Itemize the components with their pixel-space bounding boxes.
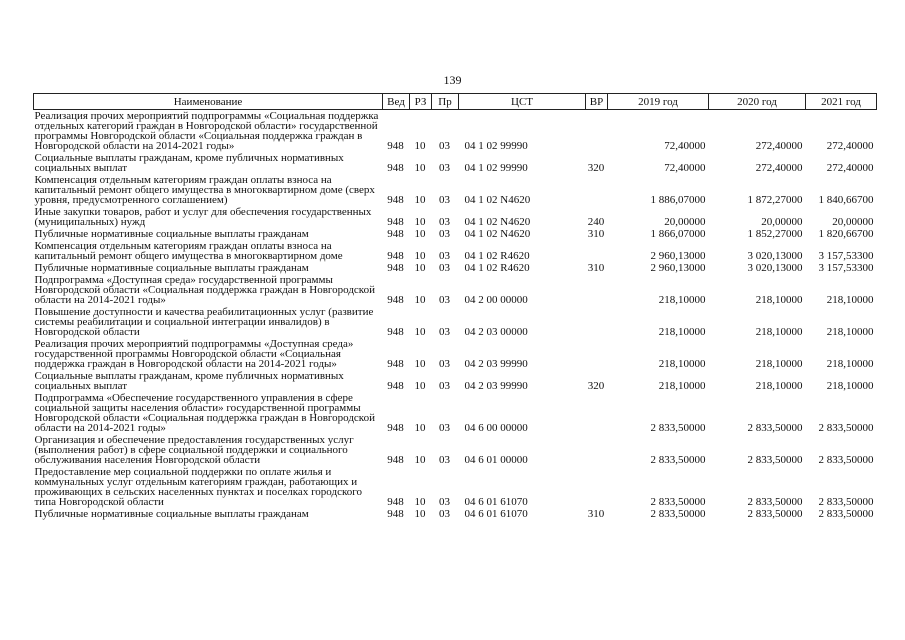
row-rz: 10 [414, 140, 426, 152]
row-vr [586, 274, 608, 306]
row-pr: 03 [439, 358, 450, 370]
table-row [34, 152, 877, 174]
row-2019: 1 886,07000 [650, 194, 706, 206]
row-ved: 948 [387, 294, 404, 306]
row-pr: 03 [439, 140, 450, 152]
row-cst: 04 2 00 00000 [464, 294, 528, 306]
row-rz: 10 [414, 358, 426, 370]
row-rz: 10 [414, 422, 426, 434]
row-2019: 2 960,13000 [650, 262, 706, 274]
row-2021: 218,10000 [826, 358, 874, 370]
row-2020: 218,10000 [755, 358, 803, 370]
row-ved: 948 [387, 422, 404, 434]
row-name: Повышение доступности и качества реабилитационных услуг (развитие системы реабилитации и социальной интеграции инвалидов) в Новгородской области [34, 306, 374, 338]
row-pr: 03 [439, 216, 450, 228]
row-rz: 10 [414, 508, 426, 520]
row-2020: 2 833,50000 [747, 496, 803, 508]
row-2021: 218,10000 [826, 380, 874, 392]
row-name: Иные закупки товаров, работ и услуг для обеспечения государственных (муниципальных) нужд [34, 206, 372, 228]
page-number: 139 [443, 73, 462, 87]
row-pr: 03 [439, 250, 450, 262]
row-vr [586, 466, 608, 508]
row-2020: 218,10000 [755, 326, 803, 338]
row-vr [586, 174, 608, 206]
row-2021: 3 157,53300 [818, 262, 874, 274]
row-2019: 72,40000 [664, 162, 706, 174]
row-name: Компенсация отдельным категориям граждан оплаты взноса на капитальный ремонт общего имущества в многоквартирном доме (сверх уровня, предусмотренного соглашением) [34, 174, 375, 206]
row-vr: 310 [587, 508, 605, 520]
row-rz: 10 [414, 380, 426, 392]
table-row [34, 274, 877, 306]
row-rz: 10 [414, 326, 426, 338]
row-pr: 03 [439, 496, 450, 508]
row-2019: 20,00000 [664, 216, 706, 228]
row-2019: 72,40000 [664, 140, 706, 152]
row-2019: 218,10000 [658, 294, 706, 306]
row-name: Публичные нормативные социальные выплаты гражданам [34, 228, 309, 240]
table-row [34, 262, 877, 274]
row-pr: 03 [439, 326, 450, 338]
row-2020: 20,00000 [761, 216, 803, 228]
row-name: Социальные выплаты гражданам, кроме публичных нормативных социальных выплат [34, 370, 344, 392]
row-rz: 10 [414, 162, 426, 174]
row-2021: 20,00000 [832, 216, 874, 228]
header-ved: Вед [383, 94, 410, 110]
row-2019: 218,10000 [658, 380, 706, 392]
row-2020: 272,40000 [755, 140, 803, 152]
row-ved: 948 [387, 262, 404, 274]
header-2019: 2019 год [608, 94, 709, 110]
row-2020: 3 020,13000 [747, 250, 803, 262]
header-2020: 2020 год [709, 94, 806, 110]
row-2021: 1 840,66700 [818, 194, 874, 206]
row-2019: 2 833,50000 [650, 422, 706, 434]
row-name: Публичные нормативные социальные выплаты гражданам [34, 508, 309, 520]
row-2020: 3 020,13000 [747, 262, 803, 274]
row-2020: 2 833,50000 [747, 422, 803, 434]
row-vr: 320 [587, 380, 605, 392]
header-pr: Пр [432, 94, 459, 110]
row-2021: 272,40000 [826, 140, 874, 152]
row-cst: 04 6 01 00000 [464, 454, 528, 466]
row-2019: 1 866,07000 [650, 228, 706, 240]
row-pr: 03 [439, 262, 450, 274]
table-body [34, 110, 877, 521]
row-rz: 10 [414, 228, 426, 240]
row-2021: 218,10000 [826, 326, 874, 338]
row-name: Реализация прочих мероприятий подпрограммы «Социальная поддержка отдельных категорий граждан в Новгородской области» государственной программы Новгородской области «Социальная поддержка граждан в Новгородской области на 2014-2021 годы» [34, 110, 379, 152]
row-rz: 10 [414, 294, 426, 306]
row-name: Реализация прочих мероприятий подпрограммы «Доступная среда» государственной программы Новгородской области «Социальная поддержка граждан в Новгородской области на 2014-2021 годы» [34, 338, 354, 370]
row-2021: 272,40000 [826, 162, 874, 174]
row-vr [586, 338, 608, 370]
row-2020: 218,10000 [755, 380, 803, 392]
row-pr: 03 [439, 162, 450, 174]
row-2021: 3 157,53300 [818, 250, 874, 262]
row-cst: 04 6 01 61070 [464, 496, 528, 508]
row-pr: 03 [439, 508, 450, 520]
row-rz: 10 [414, 250, 426, 262]
row-2019: 2 960,13000 [650, 250, 706, 262]
table-row [34, 306, 877, 338]
table-row [34, 174, 877, 206]
table-row [34, 466, 877, 508]
row-cst: 04 1 02 R4620 [464, 250, 530, 262]
row-ved: 948 [387, 194, 404, 206]
row-ved: 948 [387, 508, 404, 520]
row-2020: 2 833,50000 [747, 508, 803, 520]
row-ved: 948 [387, 380, 404, 392]
row-vr [586, 306, 608, 338]
row-2019: 218,10000 [658, 358, 706, 370]
row-ved: 948 [387, 216, 404, 228]
row-cst: 04 6 01 61070 [464, 508, 528, 520]
row-name: Организация и обеспечение предоставления государственных услуг (выполнения работ) в сфере социальной поддержки и социального обслуживания населения Новгородской области [34, 434, 354, 466]
row-pr: 03 [439, 380, 450, 392]
row-cst: 04 1 02 N4620 [464, 216, 531, 228]
row-2019: 2 833,50000 [650, 496, 706, 508]
row-name: Предоставление мер социальной поддержки по оплате жилья и коммунальных услуг отдельным категориям граждан, работающих и проживающих в сельских населенных пунктах и поселках городского типа Новгородской области [34, 466, 362, 508]
row-vr: 240 [587, 216, 605, 228]
table-row [34, 240, 877, 262]
table-row [34, 110, 877, 153]
row-name: Подпрограмма «Доступная среда» государственной программы Новгородской области «Социальная поддержка граждан в Новгородской области на 2014-2021 годы» [34, 274, 375, 306]
row-cst: 04 1 02 N4620 [464, 228, 531, 240]
row-cst: 04 1 02 99990 [464, 140, 528, 152]
header-cst: ЦСТ [459, 94, 586, 110]
row-vr: 320 [587, 162, 605, 174]
header-vr: ВР [586, 94, 608, 110]
row-ved: 948 [387, 140, 404, 152]
row-2021: 2 833,50000 [818, 422, 874, 434]
row-2020: 272,40000 [755, 162, 803, 174]
row-cst: 04 1 02 N4620 [464, 194, 531, 206]
table-row [34, 434, 877, 466]
row-ved: 948 [387, 228, 404, 240]
table-row [34, 508, 877, 520]
row-rz: 10 [414, 454, 426, 466]
row-rz: 10 [414, 262, 426, 274]
row-name: Подпрограмма «Обеспечение государственного управления в сфере социальной защиты населения области» государственной программы Новгородской области «Социальная поддержка граждан в Новгородской области на 2014-2021 годы» [34, 392, 375, 434]
header-rz: РЗ [410, 94, 432, 110]
row-2021: 2 833,50000 [818, 496, 874, 508]
row-2020: 1 872,27000 [747, 194, 803, 206]
row-ved: 948 [387, 454, 404, 466]
row-cst: 04 2 03 99990 [464, 358, 528, 370]
row-2020: 1 852,27000 [747, 228, 803, 240]
row-cst: 04 6 00 00000 [464, 422, 528, 434]
row-cst: 04 2 03 00000 [464, 326, 528, 338]
row-2019: 2 833,50000 [650, 508, 706, 520]
table-row [34, 370, 877, 392]
row-ved: 948 [387, 162, 404, 174]
row-2021: 2 833,50000 [818, 454, 874, 466]
table-row [34, 338, 877, 370]
row-2019: 2 833,50000 [650, 454, 706, 466]
row-2020: 218,10000 [755, 294, 803, 306]
row-2019: 218,10000 [658, 326, 706, 338]
row-cst: 04 1 02 99990 [464, 162, 528, 174]
row-pr: 03 [439, 422, 450, 434]
table-row [34, 206, 877, 228]
row-pr: 03 [439, 454, 450, 466]
row-2021: 1 820,66700 [818, 228, 874, 240]
table-row [34, 392, 877, 434]
row-vr [586, 110, 608, 153]
row-rz: 10 [414, 216, 426, 228]
row-vr: 310 [587, 228, 605, 240]
row-ved: 948 [387, 358, 404, 370]
row-pr: 03 [439, 294, 450, 306]
row-2021: 218,10000 [826, 294, 874, 306]
row-vr [586, 392, 608, 434]
row-name: Публичные нормативные социальные выплаты гражданам [34, 262, 309, 274]
row-name: Социальные выплаты гражданам, кроме публичных нормативных социальных выплат [34, 152, 344, 174]
row-2020: 2 833,50000 [747, 454, 803, 466]
row-2021: 2 833,50000 [818, 508, 874, 520]
row-rz: 10 [414, 194, 426, 206]
row-vr [586, 240, 608, 262]
row-pr: 03 [439, 228, 450, 240]
row-vr: 310 [587, 262, 605, 274]
row-name: Компенсация отдельным категориям граждан оплаты взноса на капитальный ремонт общего имущества в многоквартирном доме [34, 240, 343, 262]
row-cst: 04 1 02 R4620 [464, 262, 530, 274]
table-header-row [34, 94, 877, 110]
row-ved: 948 [387, 326, 404, 338]
table-row [34, 228, 877, 240]
header-2021: 2021 год [806, 94, 877, 110]
header-name: Наименование [34, 94, 383, 110]
row-vr [586, 434, 608, 466]
row-ved: 948 [387, 496, 404, 508]
row-cst: 04 2 03 99990 [464, 380, 528, 392]
budget-table [33, 93, 877, 520]
row-pr: 03 [439, 194, 450, 206]
row-ved: 948 [387, 250, 404, 262]
row-rz: 10 [414, 496, 426, 508]
